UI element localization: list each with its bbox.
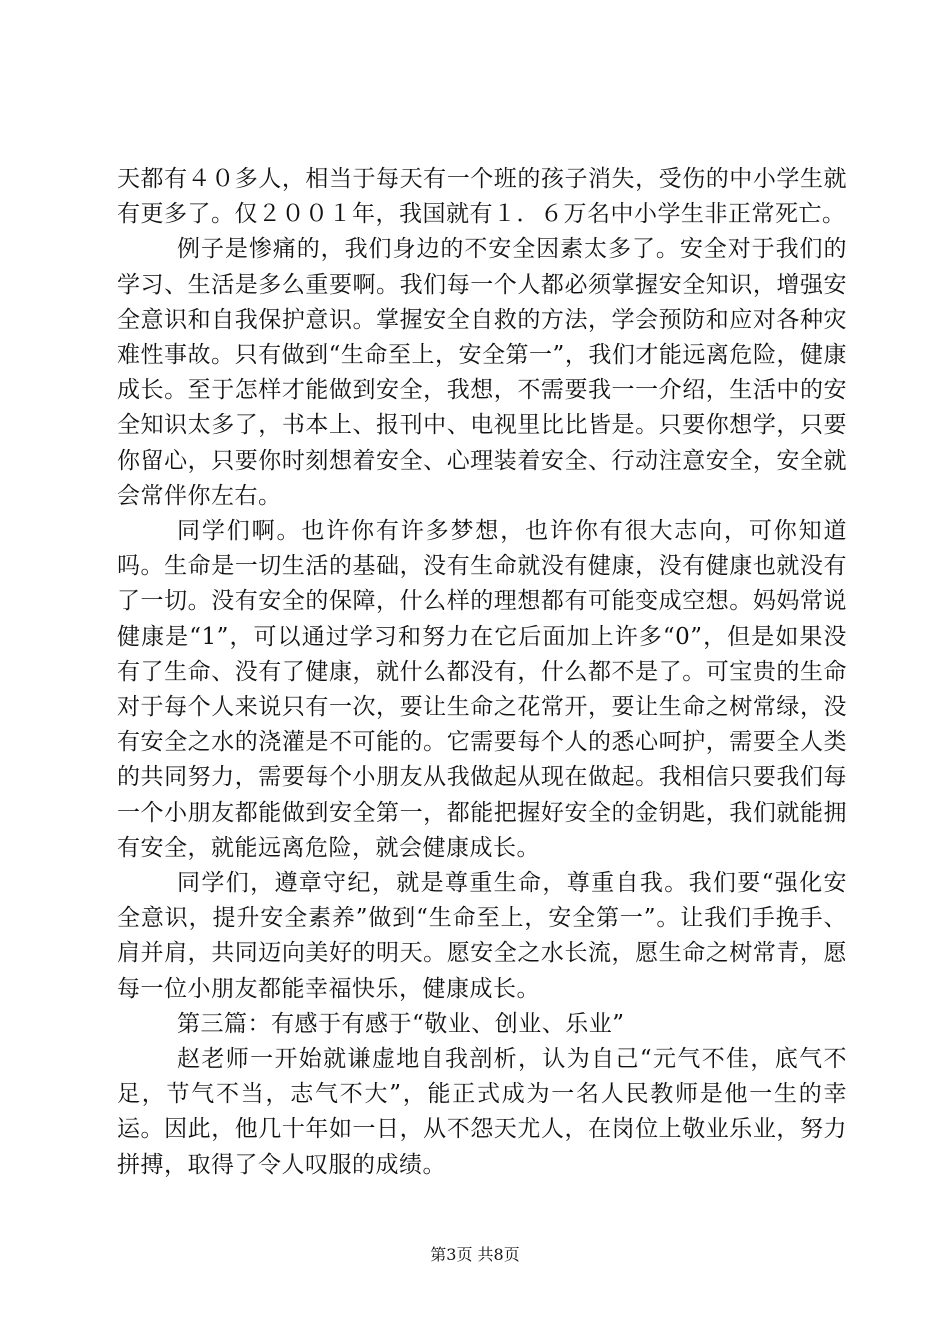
section-heading: 第三篇：有感于有感于“敬业、创业、乐业” [177, 1010, 625, 1037]
paragraph-continued: 天都有４０多人，相当于每天有一个班的孩子消失，受伤的中小学生就有更多了。仅２００１年，我国就有１．６万名中小学生非正常死亡。 [117, 166, 847, 228]
paragraph-teacher-zhao: 赵老师一开始就谦虚地自我剖析，认为自己“元气不佳，底气不足，节气不当，志气不大”，能正式成为一名人民教师是他一生的幸运。因此，他几十年如一日，从不怨天尤人，在岗位上敬业乐业，努力拼搏，取得了令人叹服的成绩。 [117, 1046, 847, 1178]
paragraph-conclusion: 同学们，遵章守纪，就是尊重生命，尊重自我。我们要“强化安全意识，提升安全素养”做到“生命至上，安全第一”。让我们手挽手、肩并肩，共同迈向美好的明天。愿安全之水长流，愿生命之树常青，愿每一位小朋友都能幸福快乐，健康成长。 [117, 870, 847, 1002]
page-number-footer: 第3页 共8页 [430, 1245, 520, 1264]
paragraph-safety-importance: 例子是惨痛的，我们身边的不安全因素太多了。安全对于我们的学习、生活是多么重要啊。我们每一个人都必须掌握安全知识，增强安全意识和自我保护意识。掌握安全自救的方法，学会预防和应对各种灾难性事故。只有做到“生命至上，安全第一”，我们才能远离危险，健康成长。至于怎样才能做到安全，我想，不需要我一一介绍，生活中的安全知识太多了，书本上、报刊中、电视里比比皆是。只要你想学，只要你留心，只要你时刻想着安全、心理装着安全、行动注意安全，安全就会常伴你左右。 [117, 236, 847, 509]
document-body [117, 162, 847, 1183]
paragraph-life-foundation: 同学们啊。也许你有许多梦想，也许你有很大志向，可你知道吗。生命是一切生活的基础，没有生命就没有健康，没有健康也就没有了一切。没有安全的保障，什么样的理想都有可能变成空想。妈妈常说健康是“1”，可以通过学习和努力在它后面加上许多“0”，但是如果没有了生命、没有了健康，就什么都没有，什么都不是了。可宝贵的生命对于每个人来说只有一次，要让生命之花常开，要让生命之树常绿，没有安全之水的浇灌是不可能的。它需要每个人的悉心呵护，需要全人类的共同努力，需要每个小朋友从我做起从现在做起。我相信只要我们每一个小朋友都能做到安全第一，都能把握好安全的金钥匙，我们就能拥有安全，就能远离危险，就会健康成长。 [117, 518, 847, 861]
